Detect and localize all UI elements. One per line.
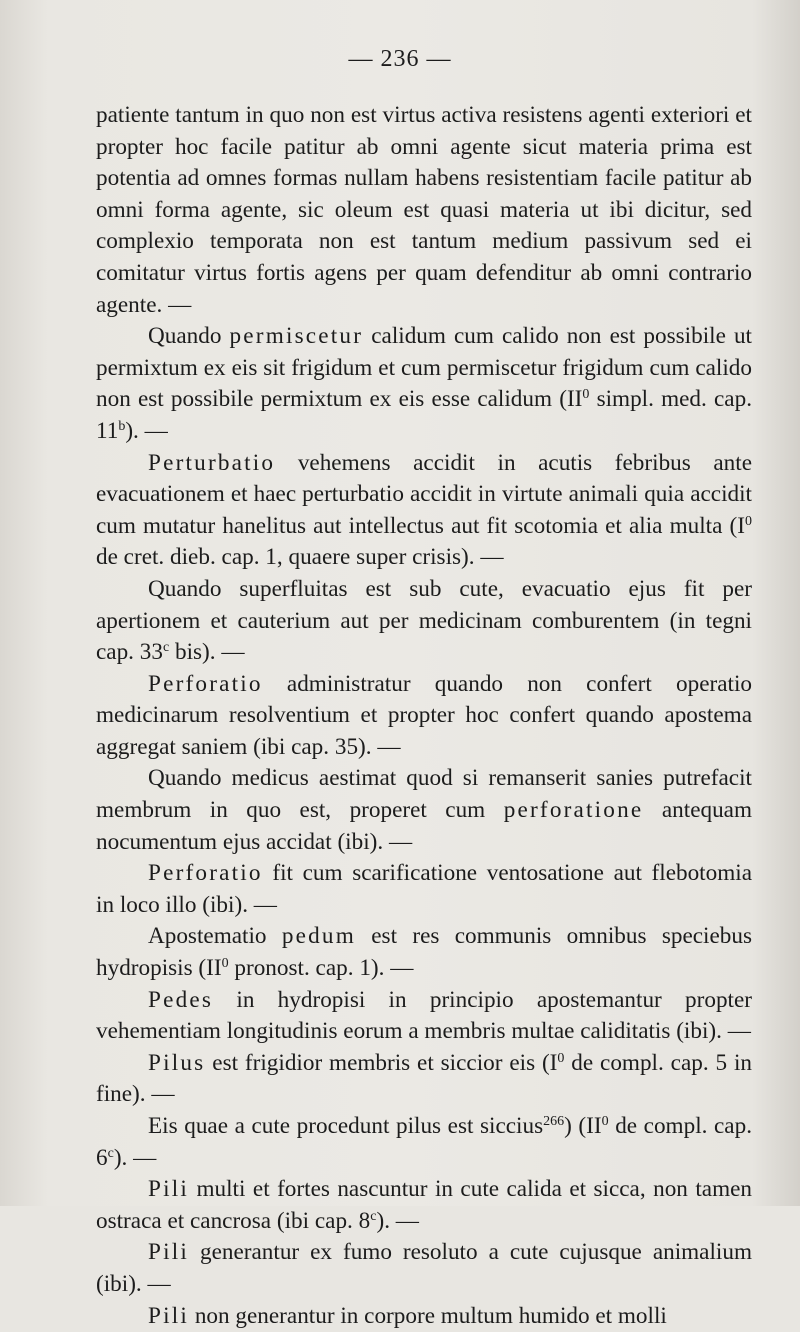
paragraph: [96, 1301, 752, 1332]
page-number: — 236 —: [348, 46, 452, 72]
superscript: 0: [601, 1114, 609, 1129]
body-text: [96, 100, 752, 1332]
paragraph: [96, 448, 752, 574]
keyword-term: pedum: [281, 923, 356, 950]
keyword-term: perforatione: [503, 797, 644, 824]
text-run: Apostematio: [148, 923, 282, 950]
text-run: de compl. cap. 6: [96, 1113, 752, 1171]
paragraph: [96, 669, 752, 764]
text-run: de compl. cap. 5 in fine). —: [96, 1049, 752, 1108]
text-run: non generantur in corpore multum humido et molli: [189, 1302, 667, 1329]
superscript: c: [162, 640, 170, 656]
paragraph: [96, 1048, 752, 1111]
superscript: c: [370, 1208, 377, 1224]
keyword-term: Perforatio: [148, 860, 263, 887]
superscript: 0: [582, 387, 590, 403]
paragraph: [96, 985, 752, 1048]
keyword-term: Pili: [148, 1302, 190, 1329]
text-run: fit cum scarificatione ventosatione aut flebotomia in loco illo (ibi). —: [96, 860, 752, 918]
text-run: Quando: [148, 323, 230, 350]
paragraph: [96, 921, 752, 984]
paragraph: [96, 321, 752, 447]
text-run: calidum cum calido non est possibile ut permixtum ex eis sit frigidum et cum permiscetur frigidum cum calido non est possibile permixtum ex eis esse calidum (II: [96, 323, 752, 413]
text-run: Eis quae a cute procedunt pilus est siccius: [148, 1113, 544, 1139]
keyword-term: Pedes: [148, 986, 214, 1013]
text-run: ). —: [376, 1207, 419, 1234]
paragraph: [96, 100, 752, 321]
superscript: 0: [221, 956, 229, 972]
text-run: de cret. dieb. cap. 1, quaere super crisis). —: [96, 544, 504, 571]
text-run: multi et fortes nascuntur in cute calida et sicca, non tamen ostraca et cancrosa (ibi cap. 8: [96, 1176, 752, 1234]
text-run: generantur ex fumo resoluto a cute cujusque animalium (ibi). —: [96, 1239, 752, 1297]
paragraph: [96, 1174, 752, 1237]
paragraph: [96, 763, 752, 858]
text-run: antequam nocumentum ejus accidat (ibi). —: [96, 797, 752, 855]
superscript: 0: [557, 1050, 565, 1066]
text-run: ). —: [113, 1144, 157, 1171]
keyword-term: Pili: [148, 1176, 190, 1203]
keyword-term: permiscetur: [229, 323, 364, 350]
text-run: est res communis omnibus speciebus hydropisis (II: [96, 923, 752, 982]
paragraph: [96, 1237, 752, 1300]
text-run: est frigidior membris et siccior eis (I: [205, 1049, 558, 1076]
keyword-term: Perturbatio: [148, 449, 276, 476]
text-run: in hydropisi in principio apostemantur propter vehementiam longitudinis eorum a membris multae caliditatis (ibi). —: [96, 986, 752, 1045]
paragraph: [96, 574, 752, 669]
superscript: 266: [543, 1114, 565, 1129]
paragraph: [96, 1111, 752, 1174]
text-run: simpl. med. cap. 11: [96, 386, 752, 444]
superscript: c: [107, 1145, 114, 1161]
keyword-term: Pili: [148, 1239, 190, 1266]
text-run: ). —: [125, 417, 168, 444]
superscript: b: [118, 418, 126, 434]
superscript: 0: [745, 513, 752, 529]
text-run: Quando medicus aestimat quod si remanserit sanies putrefacit membrum in quo est, properet cum: [96, 765, 752, 824]
keyword-term: Pilus: [148, 1049, 206, 1076]
text-run: vehemens accidit in acutis febribus ante evacuationem et haec perturbatio accidit in virtute animali quia accidit cum mutatur hanelitus aut intellectus aut fit scotomia et alia multa (I: [96, 449, 752, 539]
text-run: pronost. cap. 1). —: [228, 955, 414, 982]
text-run: ) (II: [564, 1113, 602, 1139]
text-run: Quando superfluitas est sub cute, evacuatio ejus fit per apertionem et cauterium aut per medicinam comburentem (in tegni cap. 33: [96, 575, 752, 666]
paragraph: [96, 858, 752, 921]
keyword-term: Perforatio: [148, 670, 263, 697]
text-run: patiente tantum in quo non est virtus activa resistens agenti exteriori et propter hoc facile patitur ab omni agente sicut materia prima est potentia ad omnes formas nullam habens resistentiam facile patitur ab omni forma agente, sic oleum est quasi materia ut ibi dicitur, sed complexio temporata non est tantum medium passivum sed ei comitatur virtus fortis agens per quam defenditur ab omni contrario agente. —: [96, 102, 752, 318]
text-run: administratur quando non confert operatio medicinarum resolventium et propter hoc confert quando apostema aggregat saniem (ibi cap. 35). —: [96, 670, 752, 760]
text-run: bis). —: [169, 639, 245, 666]
